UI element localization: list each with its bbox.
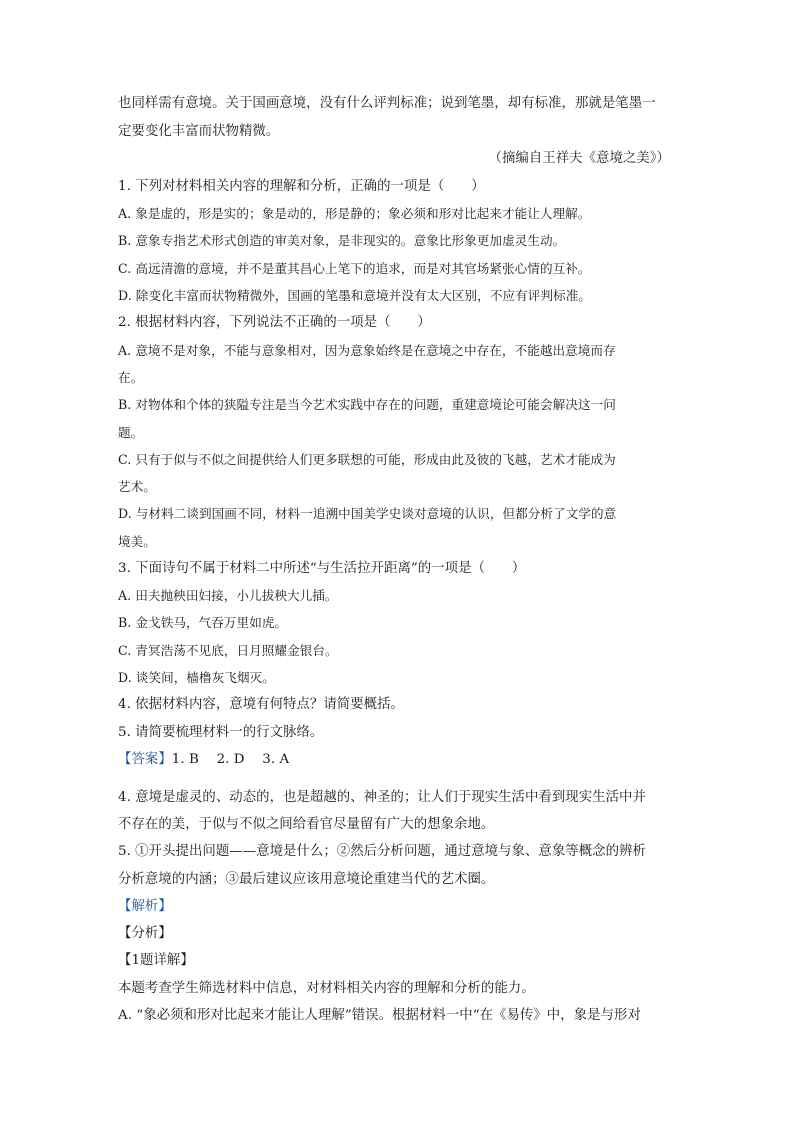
question-3-option-a: A. 田夫抛秧田妇接，小儿拔秧大儿插。: [118, 588, 338, 603]
question-2-option-a-cont: 在。: [118, 370, 144, 385]
analysis-tag: 【解析】: [118, 899, 172, 914]
analysis-line: A. “象必须和形对比起来才能让人理解”错误。根据材料一中“在《易传》中，象是与形对: [118, 1008, 641, 1023]
question-2-option-b-cont: 题。: [118, 425, 144, 440]
question-3-stem: 3. 下面诗句不属于材料二中所述“与生活拉开距离”的一项是（ ）: [118, 561, 526, 576]
question-4-stem: 4. 依据材料内容，意境有何特点？请简要概括。: [118, 697, 404, 712]
analysis-line: 本题考查学生筛选材料中信息，对材料相关内容的理解和分析的能力。: [118, 981, 535, 996]
question-3-option-d: D. 谈笑间，樯橹灰飞烟灭。: [118, 670, 275, 685]
question-1-stem: 1. 下列对材料相关内容的理解和分析，正确的一项是（ ）: [118, 179, 485, 194]
question-2-option-d-cont: 境美。: [118, 534, 156, 549]
fenxi-tag: 【分析】: [118, 926, 172, 941]
question-1-option-b: B. 意象专指艺术形式创造的审美对象，是非现实的。意象比形象更加虚灵生动。: [118, 233, 566, 248]
answer-5-line: 分析意境的内涵；③最后建议应该用意境论重建当代的艺术圈。: [118, 872, 495, 887]
answer-line: [118, 751, 676, 769]
answer-5-line: 5. ①开头提出问题——意境是什么；②然后分析问题，通过意境与象、意象等概念的辨析: [118, 844, 646, 859]
answer-4-line: 不存在的美，于似与不似之间给看官尽量留有广大的想象余地。: [118, 817, 495, 832]
question-2-option-b: B. 对物体和个体的狭隘专注是当今艺术实践中存在的问题，重建意境论可能会解决这一问: [118, 397, 616, 412]
question-2-option-c: C. 只有于似与不似之间提供给人们更多联想的可能，形成由此及彼的飞越，艺术才能成为: [118, 452, 616, 467]
question-2-option-c-cont: 艺术。: [118, 479, 156, 494]
answer-choices: 1. B 2. D 3. A: [171, 752, 290, 767]
question-1-option-c: C. 高远清澹的意境，并不是董其昌心上笔下的追求，而是对其官场紧张心情的互补。: [118, 261, 591, 276]
source-citation: （摘编自王祥夫《意境之美》）: [488, 151, 670, 166]
question-1-option-d: D. 除变化丰富而状物精微外，国画的笔墨和意境并没有太大区别，不应有评判标准。: [118, 288, 591, 303]
intro-line: 定要变化丰富而状物精微。: [118, 124, 280, 139]
question-1-option-a: A. 象是虚的，形是实的；象是动的，形是静的；象必须和形对比起来才能让人理解。: [118, 206, 591, 221]
detail-tag: 【1题详解】: [118, 953, 194, 968]
intro-line: 也同样需有意境。关于国画意境，没有什么评判标准；说到笔墨，却有标准，那就是笔墨一: [118, 96, 656, 111]
question-2-stem: 2. 根据材料内容，下列说法不正确的一项是（ ）: [118, 315, 431, 330]
question-3-option-b: B. 金戈铁马，气吞万里如虎。: [118, 615, 288, 630]
question-3-option-c: C. 青冥浩荡不见底，日月照耀金银台。: [118, 643, 338, 658]
question-2-option-d: D. 与材料二谈到国画不同，材料一追溯中国美学史谈对意境的认识，但都分析了文学的意: [118, 506, 617, 521]
question-2-option-a: A. 意境不是对象，不能与意象相对，因为意象始终是在意境之中存在，不能越出意境而存: [118, 343, 616, 358]
answer-4-line: 4. 意境是虚灵的、动态的，也是超越的、神圣的；让人们于现实生活中看到现实生活中并: [118, 790, 646, 805]
answer-tag: 【答案】: [118, 752, 172, 767]
question-5-stem: 5. 请简要梳理材料一的行文脉络。: [118, 725, 324, 740]
